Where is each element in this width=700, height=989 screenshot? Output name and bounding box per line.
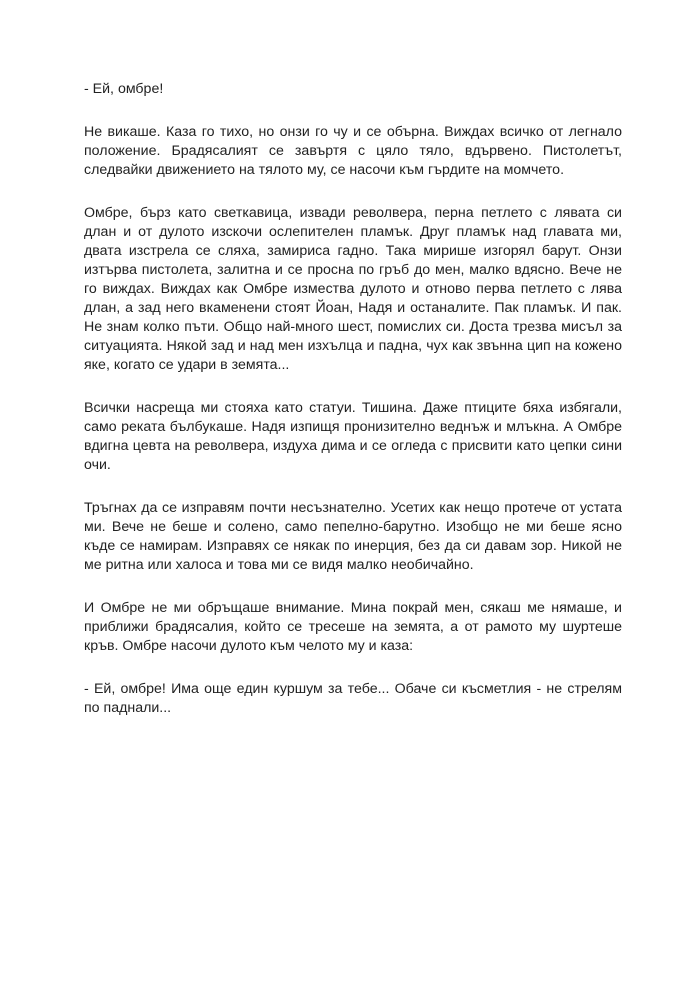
- paragraph-7: - Ей, омбре! Има още един куршум за тебе... Обаче си късметлия - не стрелям по паднали...: [84, 681, 622, 716]
- paragraph-6: И Омбре не ми обръщаше внимание. Мина покрай мен, сякаш ме нямаше, и приближи брадясалия, който се тресеше на земята, а от рамото му шуртеше кръв. Омбре насочи дулото към челото му и каза:: [84, 600, 622, 654]
- document-page: [84, 80, 622, 742]
- paragraph-1: - Ей, омбре!: [84, 81, 164, 97]
- paragraph-4: Всички насреща ми стояха като статуи. Тишина. Даже птиците бяха избягали, само реката бълбукаше. Надя изпищя пронизително веднъж и млъкна. А Омбре вдигна цевта на револвера, издуха дима и се огледа с присвити като цепки сини очи.: [84, 400, 622, 473]
- paragraph-5: Тръгнах да се изправям почти несъзнателно. Усетих как нещо протече от устата ми. Вече не беше и солено, само пепелно-барутно. Изобщо не ми беше ясно къде се намирам. Изправях се някак по инерция, без да си давам зор. Никой не ме ритна или халоса и това ми се видя малко необичайно.: [84, 500, 622, 573]
- paragraph-2: Не викаше. Каза го тихо, но онзи го чу и се обърна. Виждах всичко от легнало положение. Брадясалият се завъртя с цяло тяло, вдървено. Пистолетът, следвайки движението на тялото му, се насочи към гърдите на момчето.: [84, 124, 622, 178]
- paragraph-3: Омбре, бърз като светкавица, извади револвера, перна петлето с лявата си длан и от дулото изскочи ослепителен пламък. Друг пламък над главата ми, двата изстрела се сляха, замириса гадно. Така мирише изгорял барут. Онзи изтърва пистолета, залитна и се просна по гръб до мен, малко вдясно. Вече не го виждах. Виждах как Омбре измества дулото и отново перва петлето с лява длан, а зад него вкаменени стоят Йоан, Надя и останалите. Пак пламък. И пак. Не знам колко пъти. Общо най-много шест, помислих си. Доста трезва мисъл за ситуацията. Някой зад и над мен изхълца и падна, чух как звънна цип на кожено яке, когато се удари в земята...: [84, 205, 622, 373]
